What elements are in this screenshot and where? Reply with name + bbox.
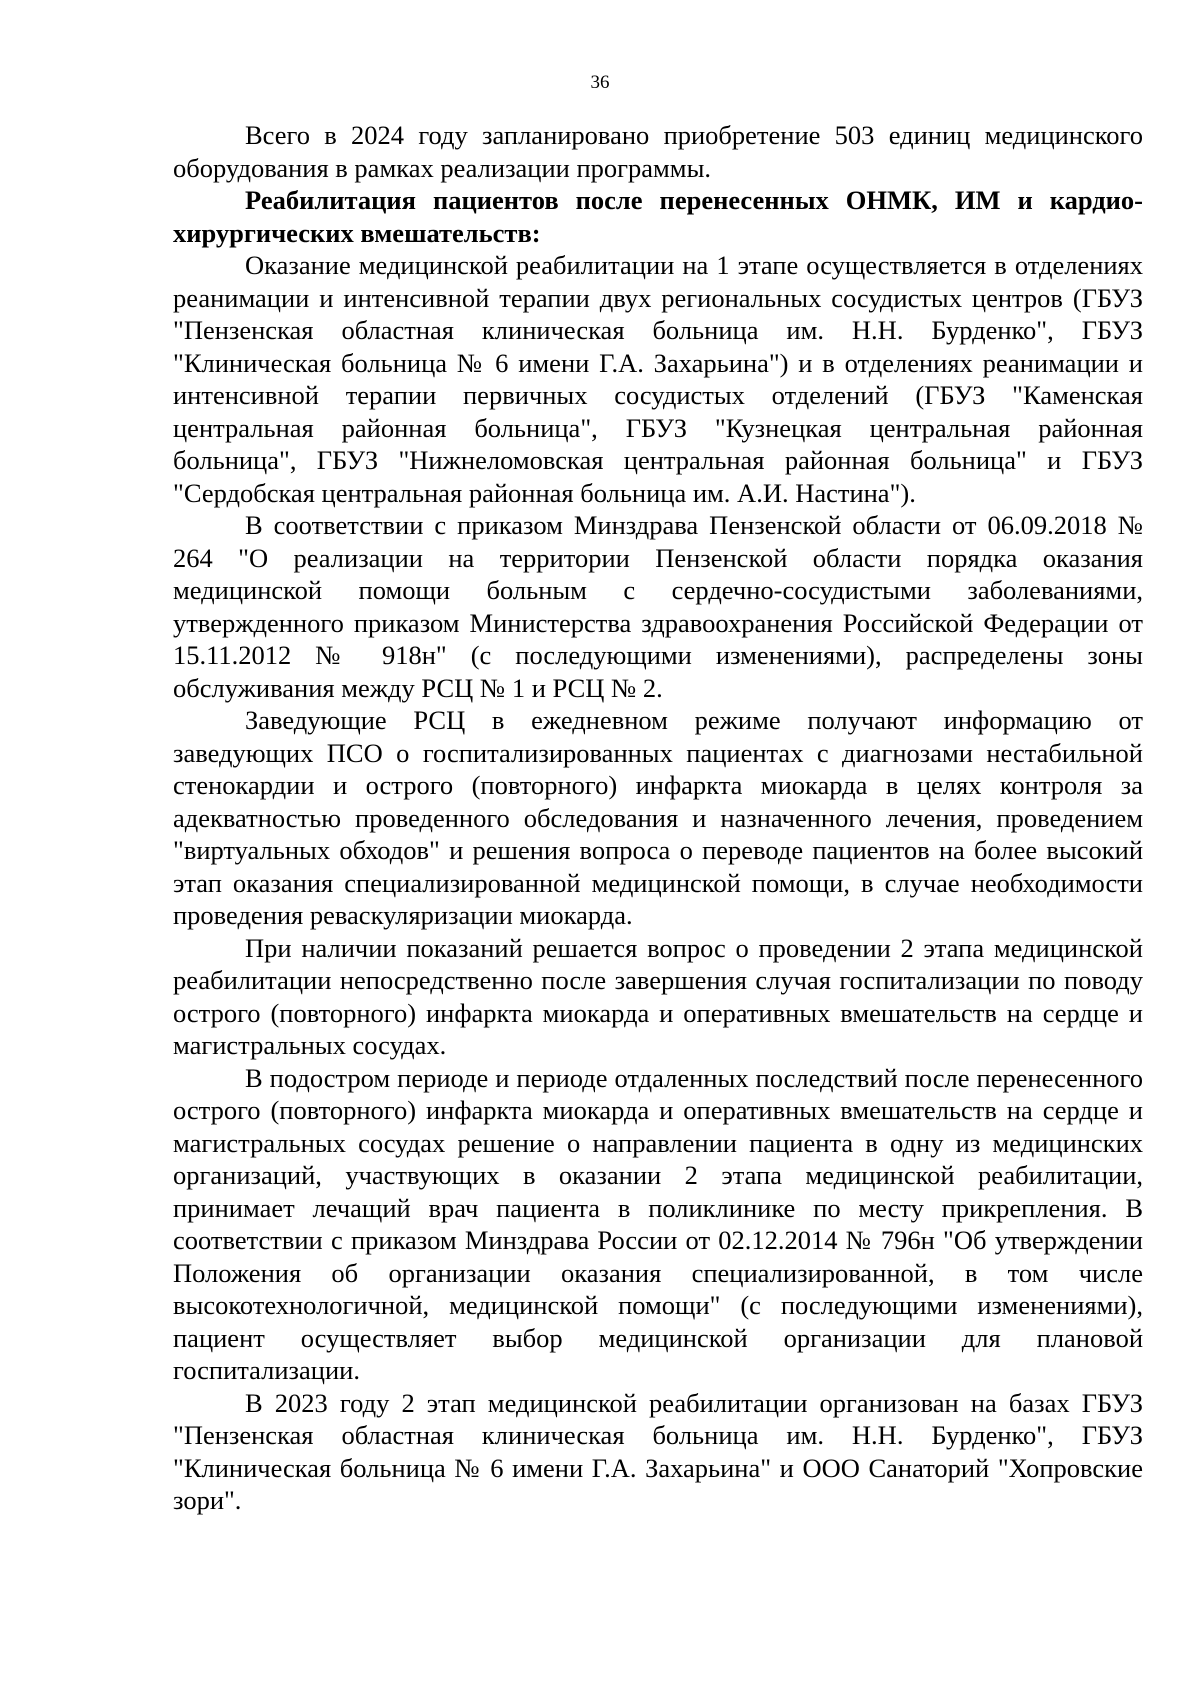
- paragraph-stage-1-rehabilitation: Оказание медицинской реабилитации на 1 этапе осуществляется в отделениях реанимации и интенсивной терапии двух региональных сосудистых центров (ГБУЗ "Пензенская областная клиническая больница им. Н.Н. Бурденко", ГБУЗ "Клиническая больница № 6 имени Г.А. Захарьина") и в отделениях реанимации и интенсивной терапии первичных сосудистых отделений (ГБУЗ "Каменская центральная районная больница", ГБУЗ "Кузнецкая центральная районная больница", ГБУЗ "Нижнеломовская центральная районная больница" и ГБУЗ "Сердобская центральная районная больница им. А.И. Настина").: [173, 250, 1143, 508]
- page-number: 36: [590, 72, 610, 93]
- paragraph-2023-stage-2: В 2023 году 2 этап медицинской реабилитации организован на базах ГБУЗ "Пензенская областная клиническая больница им. Н.Н. Бурденко", ГБУЗ "Клиническая больница № 6 имени Г.А. Захарьина" и ООО Санаторий "Хопровские зори".: [173, 1387, 1143, 1515]
- section-heading-rehabilitation: Реабилитация пациентов после перенесенных ОНМК, ИМ и кардио-хирургических вмешательств:: [173, 185, 1143, 248]
- document-body: [173, 119, 1143, 1517]
- paragraph-rsc-heads: Заведующие РСЦ в ежедневном режиме получают информацию от заведующих ПСО о госпитализированных пациентах с диагнозами нестабильной стенокардии и острого (повторного) инфаркта миокарда в целях контроля за адекватностью проведенного обследования и назначенного лечения, проведением "виртуальных обходов" и решения вопроса о переводе пациентов на более высокий этап оказания специализированной медицинской помощи, в случае необходимости проведения реваскуляризации миокарда.: [173, 705, 1143, 930]
- paragraph-equipment-purchase: Всего в 2024 году запланировано приобретение 503 единиц медицинского оборудования в рамках реализации программы.: [173, 120, 1143, 183]
- paragraph-subacute-period: В подостром периоде и периоде отдаленных последствий после перенесенного острого (повторного) инфаркта миокарда и оперативных вмешательств на сердце и магистральных сосудах решение о направлении пациента в одну из медицинских организаций, участвующих в оказании 2 этапа медицинской реабилитации, принимает лечащий врач пациента в поликлинике по месту прикрепления. В соответствии с приказом Минздрава России от 02.12.2014 № 796н "Об утверждении Положения об организации оказания специализированной, в том числе высокотехнологичной, медицинской помощи" (с последующими изменениями), пациент осуществляет выбор медицинской организации для плановой госпитализации.: [173, 1062, 1143, 1385]
- paragraph-stage-2-indications: При наличии показаний решается вопрос о проведении 2 этапа медицинской реабилитации непосредственно после завершения случая госпитализации по поводу острого (повторного) инфаркта миокарда и оперативных вмешательств на сердце и магистральных сосудах.: [173, 932, 1143, 1060]
- paragraph-order-264: В соответствии с приказом Минздрава Пензенской области от 06.09.2018 № 264 "О реализации на территории Пензенской области порядка оказания медицинской помощи больным с сердечно-сосудистыми заболеваниями, утвержденного приказом Министерства здравоохранения Российской Федерации от 15.11.2012 № 918н" (с последующими изменениями), распределены зоны обслуживания между РСЦ № 1 и РСЦ № 2.: [173, 510, 1143, 703]
